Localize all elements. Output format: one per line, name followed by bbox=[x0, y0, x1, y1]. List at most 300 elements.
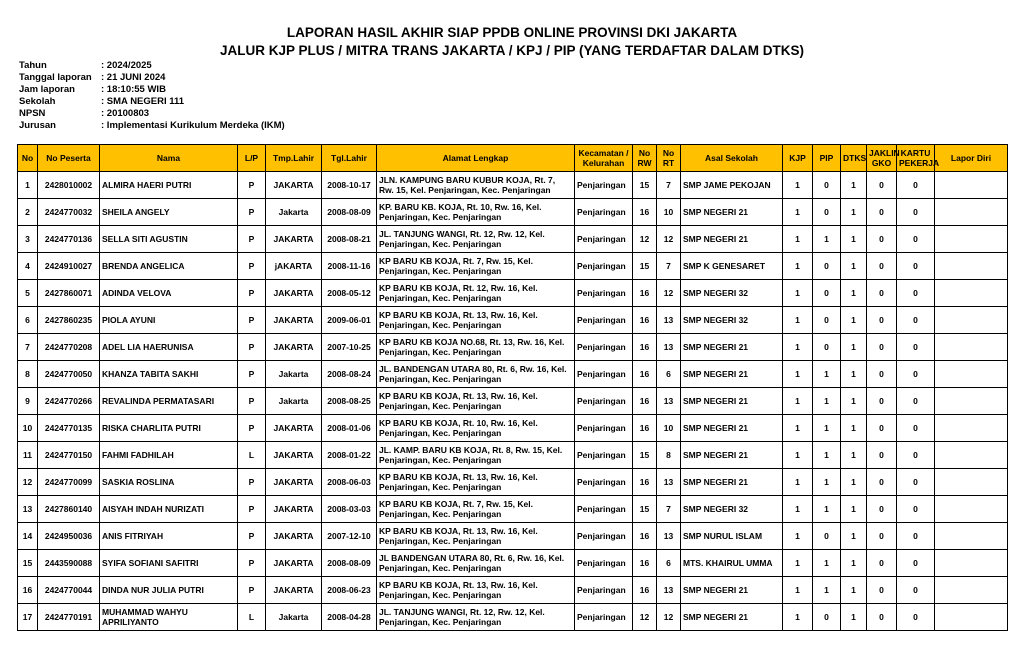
table-cell: SMP NEGERI 21 bbox=[681, 577, 783, 604]
table-cell: SMP NEGERI 21 bbox=[681, 334, 783, 361]
table-cell: 13 bbox=[657, 307, 681, 334]
column-header: JAKLIN GKO bbox=[867, 145, 897, 172]
table-cell: JL. TANJUNG WANGI, Rt. 12, Rw. 12, Kel. Penjaringan, Kec. Penjaringan bbox=[377, 604, 575, 631]
table-cell: P bbox=[238, 550, 266, 577]
table-cell bbox=[935, 469, 1008, 496]
table-cell: 0 bbox=[897, 361, 935, 388]
table-cell: 1 bbox=[813, 496, 841, 523]
table-cell: 2008-08-25 bbox=[322, 388, 377, 415]
table-cell: KP BARU KB KOJA, Rt. 7, Rw. 15, Kel. Penjaringan, Kec. Penjaringan bbox=[377, 496, 575, 523]
table-cell: 1 bbox=[783, 280, 813, 307]
table-cell: 2008-03-03 bbox=[322, 496, 377, 523]
table-cell: 1 bbox=[783, 442, 813, 469]
table-cell: 13 bbox=[657, 334, 681, 361]
table-cell: 7 bbox=[18, 334, 38, 361]
table-row bbox=[18, 415, 1008, 442]
table-cell: 17 bbox=[18, 604, 38, 631]
table-row bbox=[18, 199, 1008, 226]
table-cell: Jakarta bbox=[266, 388, 322, 415]
table-cell bbox=[935, 577, 1008, 604]
table-cell: 0 bbox=[813, 172, 841, 199]
table-cell bbox=[935, 253, 1008, 280]
table-row bbox=[18, 307, 1008, 334]
table-cell: JL BANDENGAN UTARA 80, Rt. 6, Rw. 16, Kel. Penjaringan, Kec. Penjaringan bbox=[377, 550, 575, 577]
table-cell: 12 bbox=[657, 280, 681, 307]
column-header: No RW bbox=[633, 145, 657, 172]
table-cell: Penjaringan bbox=[575, 307, 633, 334]
table-cell: JLN. KAMPUNG BARU KUBUR KOJA, Rt. 7, Rw. 15, Kel. Penjaringan, Kec. Penjaringan bbox=[377, 172, 575, 199]
table-cell: P bbox=[238, 496, 266, 523]
table-row bbox=[18, 550, 1008, 577]
table-cell: 16 bbox=[633, 577, 657, 604]
column-header: KJP bbox=[783, 145, 813, 172]
table-cell: P bbox=[238, 577, 266, 604]
table-cell: 2424950036 bbox=[38, 523, 100, 550]
table-cell: JAKARTA bbox=[266, 442, 322, 469]
meta-row bbox=[19, 108, 285, 120]
table-cell bbox=[935, 226, 1008, 253]
table-header bbox=[18, 145, 1008, 172]
table-cell bbox=[935, 550, 1008, 577]
table-cell: SMP NEGERI 21 bbox=[681, 442, 783, 469]
table-cell: 2008-08-21 bbox=[322, 226, 377, 253]
meta-row bbox=[19, 60, 285, 72]
table-cell: ADINDA VELOVA bbox=[100, 280, 238, 307]
meta-label: Jam laporan bbox=[19, 84, 75, 95]
table-cell: P bbox=[238, 280, 266, 307]
table-row bbox=[18, 280, 1008, 307]
table-row bbox=[18, 226, 1008, 253]
table-cell: 0 bbox=[897, 253, 935, 280]
table-cell: KP BARU KB KOJA, Rt. 13, Rw. 16, Kel. Penjaringan, Kec. Penjaringan bbox=[377, 523, 575, 550]
column-header: Lapor Diri bbox=[935, 145, 1008, 172]
table-cell: 1 bbox=[841, 280, 867, 307]
table-cell: 0 bbox=[867, 280, 897, 307]
table-cell: 2007-12-10 bbox=[322, 523, 377, 550]
table-cell bbox=[935, 523, 1008, 550]
table-cell: 13 bbox=[657, 469, 681, 496]
table-cell: KP BARU KB KOJA, Rt. 13, Rw. 16, Kel. Penjaringan, Kec. Penjaringan bbox=[377, 307, 575, 334]
table-cell: FAHMI FADHILAH bbox=[100, 442, 238, 469]
table-cell: 8 bbox=[18, 361, 38, 388]
table-cell: KP BARU KB KOJA NO.68, Rt. 13, Rw. 16, Kel. Penjaringan, Kec. Penjaringan bbox=[377, 334, 575, 361]
table-cell: KHANZA TABITA SAKHI bbox=[100, 361, 238, 388]
table-cell: 16 bbox=[18, 577, 38, 604]
meta-value: : 18:10:55 WIB bbox=[101, 84, 166, 95]
table-cell: Penjaringan bbox=[575, 172, 633, 199]
table-cell: 16 bbox=[633, 550, 657, 577]
table-cell bbox=[935, 361, 1008, 388]
table-cell: 0 bbox=[897, 172, 935, 199]
table-cell: 1 bbox=[841, 253, 867, 280]
table-cell: P bbox=[238, 469, 266, 496]
header-row bbox=[18, 145, 1008, 172]
table-cell: 2008-10-17 bbox=[322, 172, 377, 199]
table-cell: 2428010002 bbox=[38, 172, 100, 199]
table-cell: P bbox=[238, 361, 266, 388]
table-cell: 0 bbox=[897, 523, 935, 550]
table-cell: 2008-11-16 bbox=[322, 253, 377, 280]
table-cell: 2424770032 bbox=[38, 199, 100, 226]
table-cell: 2 bbox=[18, 199, 38, 226]
table-cell: 0 bbox=[897, 604, 935, 631]
meta-label: Sekolah bbox=[19, 96, 56, 107]
table-cell: 1 bbox=[783, 361, 813, 388]
table-cell: 1 bbox=[783, 496, 813, 523]
table-cell: SMP NEGERI 21 bbox=[681, 226, 783, 253]
table-cell: 10 bbox=[657, 415, 681, 442]
table-cell: JAKARTA bbox=[266, 280, 322, 307]
table-cell: 2427860071 bbox=[38, 280, 100, 307]
table-cell: 0 bbox=[867, 334, 897, 361]
column-header: Tmp.Lahir bbox=[266, 145, 322, 172]
table-cell: 16 bbox=[633, 415, 657, 442]
table-cell: 16 bbox=[633, 469, 657, 496]
table-cell: 0 bbox=[867, 361, 897, 388]
table-cell: 1 bbox=[841, 199, 867, 226]
table-cell: Penjaringan bbox=[575, 550, 633, 577]
table-row bbox=[18, 172, 1008, 199]
table-cell: Jakarta bbox=[266, 199, 322, 226]
table-cell: 12 bbox=[633, 226, 657, 253]
table-cell bbox=[935, 604, 1008, 631]
table-cell: 0 bbox=[813, 523, 841, 550]
table-row bbox=[18, 496, 1008, 523]
table-cell: JAKARTA bbox=[266, 496, 322, 523]
table-cell: 2424770136 bbox=[38, 226, 100, 253]
column-header: No Peserta bbox=[38, 145, 100, 172]
table-cell: 0 bbox=[897, 280, 935, 307]
table-cell: 2008-08-09 bbox=[322, 199, 377, 226]
table-cell: 2008-05-12 bbox=[322, 280, 377, 307]
table-cell bbox=[935, 496, 1008, 523]
meta-row bbox=[19, 72, 285, 84]
table-cell: 0 bbox=[867, 253, 897, 280]
table-cell: jAKARTA bbox=[266, 253, 322, 280]
table-cell: 3 bbox=[18, 226, 38, 253]
table-cell: 1 bbox=[783, 307, 813, 334]
table-cell bbox=[935, 442, 1008, 469]
table-row bbox=[18, 577, 1008, 604]
meta-row bbox=[19, 96, 285, 108]
table-cell: 12 bbox=[633, 604, 657, 631]
table-cell: JAKARTA bbox=[266, 469, 322, 496]
table-cell: 12 bbox=[18, 469, 38, 496]
table-cell: 0 bbox=[867, 604, 897, 631]
table-cell: JAKARTA bbox=[266, 226, 322, 253]
table-cell: 2008-06-03 bbox=[322, 469, 377, 496]
table-cell: 1 bbox=[783, 550, 813, 577]
table-cell: 1 bbox=[783, 172, 813, 199]
table-cell: P bbox=[238, 388, 266, 415]
table-cell: 2424770208 bbox=[38, 334, 100, 361]
table-cell: 16 bbox=[633, 361, 657, 388]
table-cell: 0 bbox=[897, 307, 935, 334]
column-header: No bbox=[18, 145, 38, 172]
table-cell: JAKARTA bbox=[266, 334, 322, 361]
table-cell: SMP NEGERI 32 bbox=[681, 496, 783, 523]
table-cell: P bbox=[238, 523, 266, 550]
table-cell: 2424910027 bbox=[38, 253, 100, 280]
table-cell: 0 bbox=[897, 550, 935, 577]
table-cell: L bbox=[238, 604, 266, 631]
table-cell: 2008-06-23 bbox=[322, 577, 377, 604]
table-cell: 15 bbox=[633, 442, 657, 469]
table-cell: 0 bbox=[867, 307, 897, 334]
table-cell bbox=[935, 199, 1008, 226]
table-cell bbox=[935, 172, 1008, 199]
column-header: PIP bbox=[813, 145, 841, 172]
table-cell: 1 bbox=[783, 415, 813, 442]
table-cell: DINDA NUR JULIA PUTRI bbox=[100, 577, 238, 604]
table-cell: KP BARU KB KOJA, Rt. 13, Rw. 16, Kel. Penjaringan, Kec. Penjaringan bbox=[377, 469, 575, 496]
table-cell: SMP NEGERI 21 bbox=[681, 388, 783, 415]
table-cell: 13 bbox=[657, 577, 681, 604]
table-cell: KP. BARU KB. KOJA, Rt. 10, Rw. 16, Kel. Penjaringan, Kec. Penjaringan bbox=[377, 199, 575, 226]
table-cell: 2427860140 bbox=[38, 496, 100, 523]
table-cell: 1 bbox=[841, 172, 867, 199]
table-cell: 1 bbox=[813, 415, 841, 442]
table-cell: P bbox=[238, 415, 266, 442]
table-cell: 0 bbox=[813, 604, 841, 631]
table-cell bbox=[935, 415, 1008, 442]
table-cell: Penjaringan bbox=[575, 469, 633, 496]
table-cell: SMP JAME PEKOJAN bbox=[681, 172, 783, 199]
table-cell: 2009-06-01 bbox=[322, 307, 377, 334]
table-cell: 6 bbox=[657, 361, 681, 388]
table-cell: Penjaringan bbox=[575, 280, 633, 307]
table-cell bbox=[935, 334, 1008, 361]
table-cell: 1 bbox=[841, 307, 867, 334]
table-cell: 0 bbox=[897, 577, 935, 604]
table-cell: 1 bbox=[783, 523, 813, 550]
table-cell: 1 bbox=[813, 361, 841, 388]
table-cell: KP BARU KB KOJA, Rt. 13, Rw. 16, Kel. Penjaringan, Kec. Penjaringan bbox=[377, 388, 575, 415]
table-row bbox=[18, 523, 1008, 550]
table-cell: SMP NEGERI 21 bbox=[681, 469, 783, 496]
table-cell: PIOLA AYUNI bbox=[100, 307, 238, 334]
table-cell: Penjaringan bbox=[575, 577, 633, 604]
table-cell: 15 bbox=[633, 172, 657, 199]
meta-row bbox=[19, 120, 285, 132]
table-cell: 0 bbox=[897, 442, 935, 469]
table-cell: 2424770050 bbox=[38, 361, 100, 388]
table-cell: 1 bbox=[841, 226, 867, 253]
table-cell: Jakarta bbox=[266, 361, 322, 388]
table-cell bbox=[935, 307, 1008, 334]
table-cell: P bbox=[238, 253, 266, 280]
table-cell: 0 bbox=[867, 523, 897, 550]
meta-value: : 20100803 bbox=[101, 108, 150, 119]
table-cell: 0 bbox=[867, 388, 897, 415]
table-cell: JAKARTA bbox=[266, 415, 322, 442]
table-cell: Penjaringan bbox=[575, 388, 633, 415]
meta-label: Tanggal laporan bbox=[19, 72, 92, 83]
table-cell: 4 bbox=[18, 253, 38, 280]
table-row bbox=[18, 334, 1008, 361]
table-cell: 1 bbox=[841, 550, 867, 577]
table-cell: JAKARTA bbox=[266, 172, 322, 199]
column-header: Tgl.Lahir bbox=[322, 145, 377, 172]
table-cell: Penjaringan bbox=[575, 199, 633, 226]
table-cell: 1 bbox=[841, 388, 867, 415]
table-cell: 1 bbox=[841, 577, 867, 604]
table-cell: 1 bbox=[841, 415, 867, 442]
table-cell: 1 bbox=[783, 226, 813, 253]
table-row bbox=[18, 604, 1008, 631]
table-cell: 1 bbox=[783, 253, 813, 280]
table-cell: 16 bbox=[633, 334, 657, 361]
table-cell: L bbox=[238, 442, 266, 469]
table-cell: JL. BANDENGAN UTARA 80, Rt. 6, Rw. 16, Kel. Penjaringan, Kec. Penjaringan bbox=[377, 361, 575, 388]
table-cell: SMP K GENESARET bbox=[681, 253, 783, 280]
table-cell: Penjaringan bbox=[575, 523, 633, 550]
table-cell: RISKA CHARLITA PUTRI bbox=[100, 415, 238, 442]
table-cell: SMP NEGERI 32 bbox=[681, 280, 783, 307]
table-cell: JAKARTA bbox=[266, 550, 322, 577]
table-cell: Penjaringan bbox=[575, 361, 633, 388]
table-cell: 9 bbox=[18, 388, 38, 415]
table-cell: 2008-01-06 bbox=[322, 415, 377, 442]
table-cell: 2008-01-22 bbox=[322, 442, 377, 469]
table-row bbox=[18, 361, 1008, 388]
table-cell: 14 bbox=[18, 523, 38, 550]
table-cell: 2427860235 bbox=[38, 307, 100, 334]
column-header: Asal Sekolah bbox=[681, 145, 783, 172]
table-row bbox=[18, 388, 1008, 415]
table-cell: 1 bbox=[813, 577, 841, 604]
table-cell: 1 bbox=[783, 577, 813, 604]
column-header: DTKS bbox=[841, 145, 867, 172]
table-cell: 1 bbox=[783, 388, 813, 415]
table-cell: SHEILA ANGELY bbox=[100, 199, 238, 226]
table-body bbox=[18, 172, 1008, 631]
table-cell: 2424770099 bbox=[38, 469, 100, 496]
table-cell: SYIFA SOFIANI SAFITRI bbox=[100, 550, 238, 577]
table-cell: 0 bbox=[897, 334, 935, 361]
column-header: No RT bbox=[657, 145, 681, 172]
table-cell: 7 bbox=[657, 496, 681, 523]
table-cell: REVALINDA PERMATASARI bbox=[100, 388, 238, 415]
table-cell: SMP NEGERI 21 bbox=[681, 199, 783, 226]
table-cell: 0 bbox=[813, 334, 841, 361]
table-cell: 2424770135 bbox=[38, 415, 100, 442]
table-cell: 0 bbox=[897, 199, 935, 226]
table-cell: 0 bbox=[867, 415, 897, 442]
table-cell: SMP NEGERI 21 bbox=[681, 604, 783, 631]
meta-row bbox=[19, 84, 285, 96]
table-cell: 1 bbox=[813, 226, 841, 253]
table-cell: 6 bbox=[18, 307, 38, 334]
table-cell: 0 bbox=[867, 577, 897, 604]
table-cell: AISYAH INDAH NURIZATI bbox=[100, 496, 238, 523]
table-cell: 13 bbox=[657, 388, 681, 415]
table-cell: 2008-08-09 bbox=[322, 550, 377, 577]
meta-value: : SMA NEGERI 111 bbox=[101, 96, 185, 107]
table-cell: 1 bbox=[841, 334, 867, 361]
table-cell: 1 bbox=[18, 172, 38, 199]
meta-value: : 2024/2025 bbox=[101, 60, 152, 71]
table-cell: 0 bbox=[867, 442, 897, 469]
table-cell: 8 bbox=[657, 442, 681, 469]
table-cell: 12 bbox=[657, 226, 681, 253]
table-row bbox=[18, 442, 1008, 469]
table-cell: 0 bbox=[897, 226, 935, 253]
table-cell: 0 bbox=[867, 172, 897, 199]
table-row bbox=[18, 469, 1008, 496]
table-cell: 0 bbox=[897, 388, 935, 415]
table-cell: P bbox=[238, 199, 266, 226]
table-cell: P bbox=[238, 334, 266, 361]
table-cell: 5 bbox=[18, 280, 38, 307]
table-cell bbox=[935, 388, 1008, 415]
table-cell: Penjaringan bbox=[575, 496, 633, 523]
table-cell: P bbox=[238, 172, 266, 199]
table-cell: 0 bbox=[867, 469, 897, 496]
column-header: L/P bbox=[238, 145, 266, 172]
table-cell: Jakarta bbox=[266, 604, 322, 631]
table-cell: JAKARTA bbox=[266, 577, 322, 604]
table-cell: 1 bbox=[841, 496, 867, 523]
table-cell: 2007-10-25 bbox=[322, 334, 377, 361]
table-cell: JL. TANJUNG WANGI, Rt. 12, Rw. 12, Kel. Penjaringan, Kec. Penjaringan bbox=[377, 226, 575, 253]
table-cell: KP BARU KB KOJA, Rt. 10, Rw. 16, Kel. Penjaringan, Kec. Penjaringan bbox=[377, 415, 575, 442]
table-cell: SELLA SITI AGUSTIN bbox=[100, 226, 238, 253]
table-cell: KP BARU KB KOJA, Rt. 13, Rw. 16, Kel. Penjaringan, Kec. Penjaringan bbox=[377, 577, 575, 604]
report-meta bbox=[19, 60, 285, 132]
participants-table bbox=[17, 144, 1008, 631]
table-cell: 0 bbox=[897, 496, 935, 523]
report-subtitle: JALUR KJP PLUS / MITRA TRANS JAKARTA / KPJ / PIP (YANG TERDAFTAR DALAM DTKS) bbox=[219, 43, 805, 58]
table-cell: SMP NEGERI 21 bbox=[681, 361, 783, 388]
table-cell: P bbox=[238, 307, 266, 334]
meta-label: Tahun bbox=[19, 60, 47, 71]
table-cell: 0 bbox=[813, 280, 841, 307]
table-cell: SMP NEGERI 32 bbox=[681, 307, 783, 334]
report-title: LAPORAN HASIL AKHIR SIAP PPDB ONLINE PROVINSI DKI JAKARTA bbox=[286, 25, 738, 40]
table-cell: 7 bbox=[657, 253, 681, 280]
table-cell: 6 bbox=[657, 550, 681, 577]
table-cell: BRENDA ANGELICA bbox=[100, 253, 238, 280]
table-cell: ALMIRA HAERI PUTRI bbox=[100, 172, 238, 199]
meta-label: NPSN bbox=[19, 108, 46, 119]
table-cell: 0 bbox=[867, 199, 897, 226]
table-cell: 2008-08-24 bbox=[322, 361, 377, 388]
table-cell: 2424770044 bbox=[38, 577, 100, 604]
table-cell: ANIS FITRIYAH bbox=[100, 523, 238, 550]
table-cell: 11 bbox=[18, 442, 38, 469]
table-cell: 1 bbox=[813, 550, 841, 577]
table-cell: 1 bbox=[783, 199, 813, 226]
column-header: Nama bbox=[100, 145, 238, 172]
table-cell: 15 bbox=[633, 253, 657, 280]
table-cell bbox=[935, 280, 1008, 307]
table-cell: 1 bbox=[783, 334, 813, 361]
table-cell: 1 bbox=[841, 442, 867, 469]
report-titles bbox=[0, 24, 1024, 60]
table-cell: 0 bbox=[867, 550, 897, 577]
meta-label: Jurusan bbox=[19, 120, 56, 131]
table-cell: SMP NURUL ISLAM bbox=[681, 523, 783, 550]
table-cell: 12 bbox=[657, 604, 681, 631]
table-cell: 0 bbox=[867, 496, 897, 523]
table-cell: Penjaringan bbox=[575, 334, 633, 361]
table-cell: JAKARTA bbox=[266, 523, 322, 550]
table-cell: 1 bbox=[783, 604, 813, 631]
table-cell: 7 bbox=[657, 172, 681, 199]
table-cell: 1 bbox=[813, 469, 841, 496]
table-cell: 15 bbox=[18, 550, 38, 577]
